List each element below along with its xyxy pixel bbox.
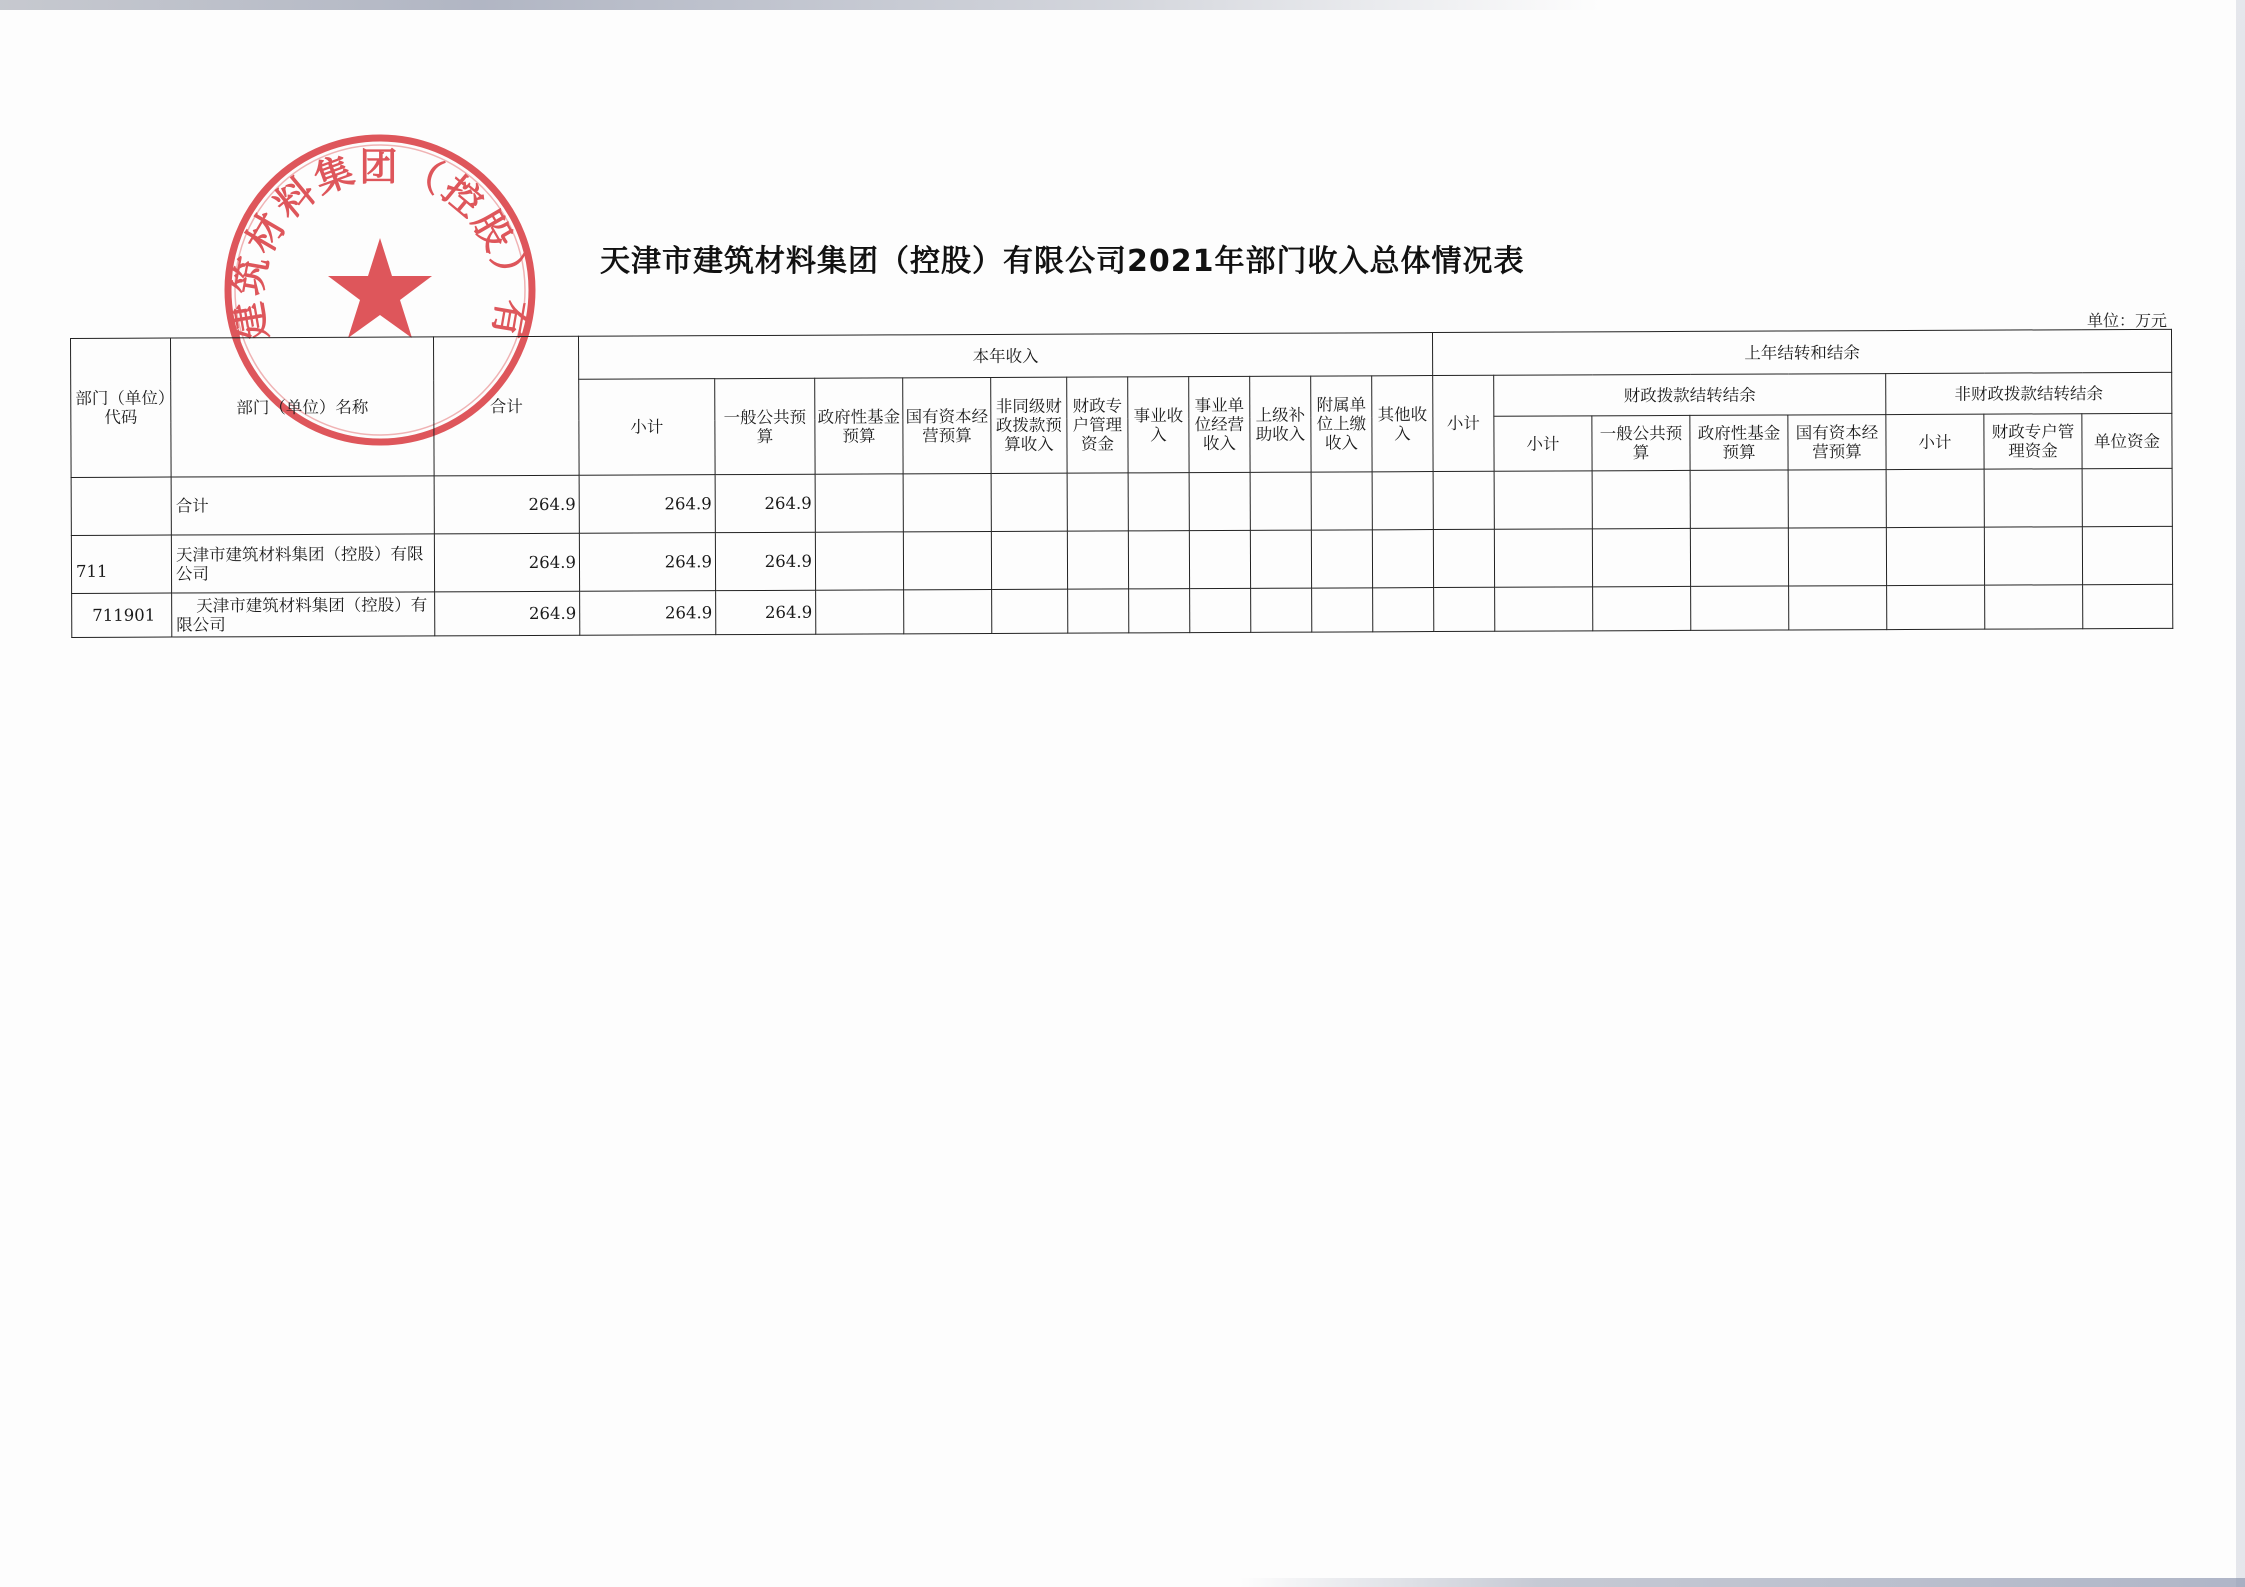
row-general-budget: 264.9 [715,474,815,532]
header-operating-income: 事业单位经营收入 [1189,376,1250,472]
row-code [71,477,171,535]
header-current-subtotal: 小计 [579,379,715,476]
row-subtotal: 264.9 [579,475,715,534]
header-nonfiscal-subtotal: 小计 [1886,414,1984,469]
header-dept-name: 部门（单位）名称 [171,337,435,477]
header-fiscal-carryover: 财政拨款结转结余 [1494,374,1886,417]
row-total: 264.9 [435,591,580,636]
svg-text:天津市建筑材料集团（控股）有限公司 [220,130,534,344]
table-row [72,584,2173,637]
income-table [70,329,2173,638]
header-fiscal-state-capital: 国有资本经营预算 [1788,415,1886,470]
header-business-income: 事业收入 [1128,377,1189,473]
header-fiscal-subtotal: 小计 [1494,416,1592,471]
page-title: 天津市建筑材料集团（控股）有限公司2021年部门收入总体情况表 [600,244,1525,279]
header-non-same-level: 非同级财政拨款预算收入 [991,377,1067,473]
header-gov-fund: 政府性基金预算 [815,378,903,474]
table-row [71,526,2172,593]
header-subordinate-remit: 附属单位上缴收入 [1311,376,1372,472]
header-special-account: 财政专户管理资金 [1067,377,1128,473]
row-total: 264.9 [434,475,579,534]
unit-label: 单位：万元 [2086,311,2167,330]
header-nonfiscal-carryover: 非财政拨款结转结余 [1886,372,2172,414]
row-name: 天津市建筑材料集团（控股）有限公司 [172,592,435,637]
row-subtotal: 264.9 [579,533,715,592]
header-current-income: 本年收入 [578,333,1432,380]
row-name: 合计 [171,476,434,535]
row-code: 711 [71,535,171,593]
header-state-capital: 国有资本经营预算 [903,377,991,473]
table-row [71,468,2172,535]
header-other-income: 其他收入 [1372,376,1433,472]
seal-text: 建筑材料集团（控股）有 [225,144,535,344]
header-general-budget: 一般公共预算 [715,378,815,474]
header-fiscal-gov-fund: 政府性基金预算 [1690,415,1788,470]
header-unit-funds: 单位资金 [2082,413,2172,468]
header-superior-subsidy: 上级补助收入 [1250,376,1311,472]
scan-edge-top [0,0,1600,10]
header-total: 合计 [433,336,579,476]
row-code: 711901 [72,593,172,637]
header-nonfiscal-special: 财政专户管理资金 [1984,414,2082,469]
row-general-budget: 264.9 [715,532,815,590]
row-total: 264.9 [434,533,579,592]
header-dept-code: 部门（单位）代码 [71,338,172,477]
row-general-budget: 264.9 [716,590,816,634]
scan-edge-bottom [1240,1578,2245,1587]
row-subtotal: 264.9 [580,591,716,636]
scan-edge-right [2236,0,2245,1587]
header-prev-carryover: 上年结转和结余 [1433,329,2172,375]
header-prev-subtotal: 小计 [1433,375,1494,471]
row-name: 天津市建筑材料集团（控股）有限公司 [171,534,434,593]
header-fiscal-general: 一般公共预算 [1592,415,1690,470]
